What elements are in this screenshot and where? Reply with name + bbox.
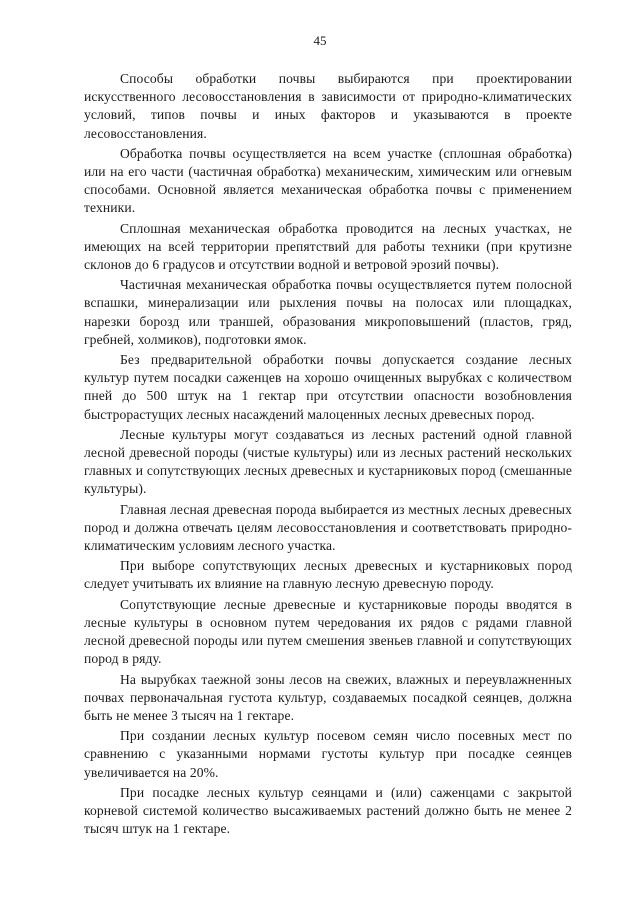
paragraph-seeding-density: При создании лесных культур посевом семян число посевных мест по сравнению с указанными нормами густоты культур при посадке сеянцев увеличивается на 20%. [84,728,572,780]
paragraph-partial-treatment: Частичная механическая обработка почвы осуществляется путем полосной вспашки, минерализации или рыхления почвы на полосах или площадках, нарезки борозд или траншей, образования микроповышений (пластов, гряд, гребней, холмиков), подготовки ямок. [84,277,572,347]
document-body [84,70,572,840]
paragraph-companion-introduction: Сопутствующие лесные древесные и кустарниковые породы вводятся в лесные культуры в основном путем чередования их рядов с рядами главной лесной древесной породы или путем смешения звеньев главной и сопутствующих пород в ряду. [84,596,572,667]
paragraph-companion-selection: При выборе сопутствующих лесных древесных и кустарниковых пород следует учитывать их влияние на главную лесную древесную породу. [84,558,572,592]
paragraph-soil-treatment-types: Обработка почвы осуществляется на всем участке (сплошная обработка) или на его части (частичная обработка) механическим, химическим или огневым способами. Основной является механическая обработка почвы с применением техники. [84,145,572,216]
paragraph-culture-composition: Лесные культуры могут создаваться из лесных растений одной главной лесной древесной породы (чистые культуры) или из лесных растений нескольких главных и сопутствующих лесных древесных и кустарниковых пород (смешанные культуры). [84,426,572,497]
paragraph-no-pretreatment: Без предварительной обработки почвы допускается создание лесных культур путем посадки саженцев на хорошо очищенных вырубках с количеством пней до 500 штук на 1 гектар при отсутствии опасности возобновления быстрорастущих лесных насаждений малоценных лесных древесных пород. [84,352,572,422]
paragraph-soil-treatment-methods: Способы обработки почвы выбираются при проектировании искусственного лесовосстановления в зависимости от природно-климатических условий, типов почвы и иных факторов и указываются в проекте лесовосстановления. [84,71,572,141]
paragraph-continuous-treatment: Сплошная механическая обработка проводится на лесных участках, не имеющих на всей территории препятствий для работы техники (при крутизне склонов до 6 градусов и отсутствии водной и ветровой эрозий почвы). [84,220,572,273]
page-number: 45 [313,33,327,48]
paragraph-main-species: Главная лесная древесная порода выбирается из местных лесных древесных пород и должна отвечать целям лесовосстановления и соответствовать природно-климатическим условиям лесного участка. [84,501,572,554]
paragraph-closed-root-density: При посадке лесных культур сеянцами и (или) саженцами с закрытой корневой системой количество высаживаемых растений должно быть не менее 2 тысяч штук на 1 гектаре. [84,784,572,837]
paragraph-taiga-density: На вырубках таежной зоны лесов на свежих, влажных и переувлажненных почвах первоначальная густота культур, создаваемых посадкой сеянцев, должна быть не менее 3 тысяч на 1 гектаре. [84,671,572,723]
